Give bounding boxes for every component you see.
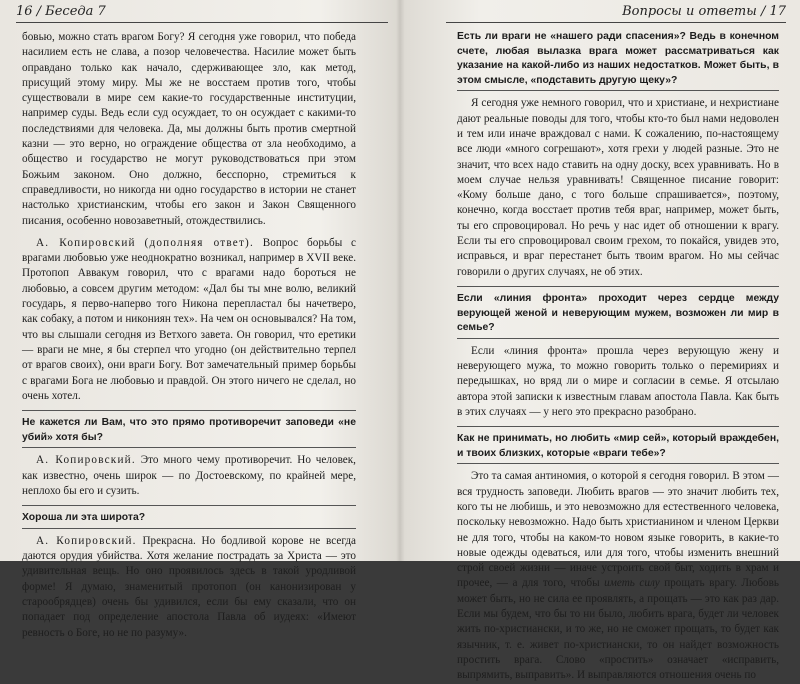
paragraph-text: Вопрос борьбы с врагами любовью уже неоднократно возникал, например в XVII веке. Протопоп Аввакум говорил, что с врагами надо бороться не любовью, а совсем другим методом: «Дал бы ты мне волю, великий государь, я перво-наперво того Никона перепластал бы начетверо, как собаку, а потом и никониян тех». На чем он основывался? На том, что вы слышали сегодня из Ветхого завета. Он говорил, что еретики — враги не мне, я бы стерпел что угодно (он действительно терпел от врагов своих), они враги Богу. Вот замечательный пример борьбы с врагами Бога не любовью и правдой. Он этого ничего не сделал, но очень хотел. (22, 236, 356, 402)
running-head-right: Вопросы и ответы / 17 (622, 4, 786, 19)
speaker-name: А. Копировский (36, 236, 136, 249)
running-head-left: 16 / Беседа 7 (16, 4, 106, 19)
question-block (22, 410, 356, 448)
paragraph (457, 469, 779, 683)
question-block (457, 30, 779, 91)
paragraph (22, 534, 356, 641)
paragraph: Я сегодня уже немного говорил, что и христиане, и нехристиане дают реальные поводы для того, чтобы кто-то был нами недоволен и тем или иначе враждовал с нами. К сожалению, по-настоящему все люди «много согрешают», хотя грехи у людей разные. Это не значит, что всех надо ставить на одну доску, всех уравнивать. Но в моем случае нельзя уравнивать! Священное писание говорит: «Кому больше дано, с того больше спрашивается», поэтому, конечно, когда восстает против тебя враг, например, может быть, ты его спровоцировал. Но речь у нас идет об отношении к врагу. Если ты его спровоцировал своим грехом, то покайся, увидев это, исправься, и враг перестанет быть твоим врагом. Но мы сейчас говорили о других случаях, не об этих. (457, 97, 779, 278)
paragraph-text: Это много чему противоречит. Но человек, как известно, очень широк — по Достоевскому, по крайней мере, неплохо бы его и сузить. (22, 454, 356, 497)
paragraph (22, 236, 356, 404)
right-page-text (457, 30, 779, 684)
question-block (22, 505, 356, 529)
left-page (0, 0, 400, 639)
question: Хороша ли эта широта? (22, 512, 146, 524)
right-page (402, 0, 800, 682)
speaker-note: (дополняя ответ). (144, 236, 254, 249)
paragraph: бовью, можно стать врагом Богу? Я сегодня уже говорил, что победа насилием есть не слава, а позор человечества. Насилие может быть оправдано только как начало, сдерживающее зло, как метод, присущий этому миру. Мы же не восстаем против того, чтобы существовали в мире сем какие-то государственные институции, например суды. Ведь если суд осуждает, то он осуждает с какими-то последствиями для человека. Да, мы должны быть против смертной казни — это верно, но ограждение общества от зла необходимо, а общество и государство не могут руководствоваться при этом Божьим законом. Оно должно, бесспорно, стремиться к справедливости, но никогда ни одно государство в истории не станет настолько христианским, чтобы его закон и Закон Священного писания, особенно новозаветный, отождествились. (22, 31, 356, 227)
left-page-text (22, 30, 356, 641)
head-rule-right (446, 22, 786, 23)
paragraph-text: прощать врагу. Любовь может быть, но не сила ее проявлять, а прощать — это как раз дар. Если мы будем, что бы то ни было, любить врага, будет ли человек жить по-христиански, и то же, но не сможет прощать, то будет как язычник, т. е. живет по-христиански, то он найдет возможность простить врага. Слово «простить» означает «исправить, выпрямить, выправить». И выправляются отношения очень по (457, 577, 779, 682)
paragraph (22, 453, 356, 499)
question: Не кажется ли Вам, что это прямо противоречит заповеди «не убий» хотя бы? (22, 417, 356, 443)
emphasis: иметь силу (604, 577, 660, 590)
speaker-name: А. Копировский. (36, 454, 136, 467)
paragraph-text: Это та самая антиномия, о которой я сегодня говорил. В этом — вся трудность заповеди. Любить врагов — это значит любить тех, кого ты не любишь, и это невозможно для естественного человека, поскольку невозможно. Надо быть христианином и членом Церкви не для того, чтобы на каком-то новом языке говорить, в какие-то новые одежды одеваться, или для того, чтобы изменить внешний строй своей жизни — иначе устроить свой быт, ходить в храм и прочее, — а для того, чтобы (457, 470, 779, 590)
paragraph-text: Прекрасна. Но бодливой корове не всегда даются орудия убийства. Хотя желание пострадать за Христа — это удивительная вещь. Но оно проявилось здесь в такой уродливой форме! Я думаю, знаменитый протопоп (он канонизирован у старообрядцев) очень бы удивился, если бы ему сказали, что он попадает под определение апостола Павла об иудеях: «Имеют ревность о Боге, но не по разуму». (22, 534, 357, 639)
head-rule-left (16, 22, 388, 23)
speaker-name: А. Копировский. (36, 534, 137, 547)
paragraph: Если «линия фронта» прошла через верующую жену и неверующего мужа, то можно говорить только о перемириях и передышках, но вряд ли о мире и согласии в семье. Я отсылаю автора этой записки к известным главам апостола Павла. Как быть в этих случаях — у него это прекрасно разобрано. (457, 344, 779, 418)
question: Есть ли враги не «нашего ради спасения»? Ведь в конечном счете, любая вылазка врага может рассматриваться как указание на какой-либо из наших недостатков. Может быть, в этом смысле, «подставить другую щеку»? (457, 31, 779, 86)
question-block (457, 426, 779, 464)
question: Как не принимать, но любить «мир сей», который враждебен, и твоих близких, которые «враги тебе»? (457, 433, 779, 459)
question-block (457, 286, 779, 339)
question: Если «линия фронта» проходит через сердце между верующей женой и неверующим мужем, возможен ли мир в семье? (457, 292, 779, 334)
